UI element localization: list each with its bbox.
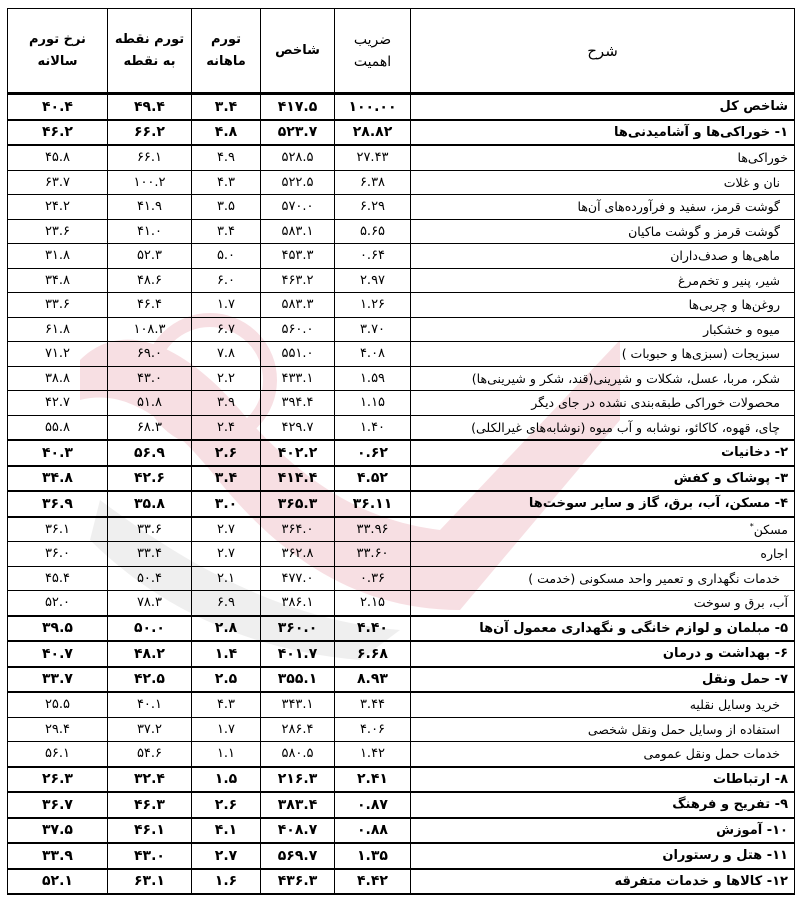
header-index: شاخص	[261, 9, 335, 94]
row-monthly: ۳.۴	[192, 94, 261, 120]
row-weight: ۳۶.۱۱	[335, 491, 411, 517]
row-point: ۴۲.۶	[108, 466, 192, 492]
row-index: ۵۲۲.۵	[261, 170, 335, 195]
row-point: ۶۶.۲	[108, 120, 192, 146]
row-label: سبزیجات (سبزی‌ها و حبوبات )	[621, 346, 780, 362]
row-weight: ۳.۴۴	[335, 692, 411, 717]
header-weight: ضریب اهمیت	[335, 9, 411, 94]
row-annual: ۳۶.۷	[8, 792, 108, 818]
table-row	[8, 120, 795, 146]
row-weight: ۳۳.۶۰	[335, 542, 411, 567]
row-description	[411, 542, 795, 567]
row-monthly: ۴.۸	[192, 120, 261, 146]
row-index: ۳۸۶.۱	[261, 591, 335, 616]
row-annual: ۴۰.۷	[8, 641, 108, 667]
row-point: ۴۰.۱	[108, 692, 192, 717]
row-point: ۳۵.۸	[108, 491, 192, 517]
row-description	[411, 293, 795, 318]
table-row	[8, 717, 795, 742]
row-weight: ۴.۵۲	[335, 466, 411, 492]
row-description	[411, 742, 795, 767]
row-description	[411, 717, 795, 742]
row-monthly: ۴.۳	[192, 170, 261, 195]
row-monthly: ۶.۰	[192, 268, 261, 293]
table-row	[8, 767, 795, 793]
row-description	[411, 616, 795, 642]
row-annual: ۳۸.۸	[8, 366, 108, 391]
row-annual: ۴۰.۴	[8, 94, 108, 120]
row-label: ۴- مسکن، آب، برق، گاز و سایر سوخت‌ها	[528, 496, 788, 512]
row-description	[411, 517, 795, 542]
row-annual: ۳۴.۸	[8, 268, 108, 293]
table-row	[8, 517, 795, 542]
row-point: ۴۳.۰	[108, 843, 192, 869]
row-label: خرید وسایل نقلیه	[689, 697, 780, 713]
row-monthly: ۳.۵	[192, 195, 261, 220]
row-monthly: ۳.۴	[192, 219, 261, 244]
row-label: خدمات حمل ونقل عمومی	[643, 746, 780, 762]
row-index: ۳۶۲.۸	[261, 542, 335, 567]
row-annual: ۴۵.۸	[8, 145, 108, 170]
row-index: ۵۸۳.۱	[261, 219, 335, 244]
row-index: ۳۹۴.۴	[261, 391, 335, 416]
row-point: ۱۰۰.۲	[108, 170, 192, 195]
row-point: ۵۰.۰	[108, 616, 192, 642]
row-label: ۵- مبلمان و لوازم خانگی و نگهداری معمول آن‌ها	[479, 620, 788, 636]
row-annual: ۳۱.۸	[8, 244, 108, 269]
row-monthly: ۱.۵	[192, 767, 261, 793]
row-label: ۹- تفریح و فرهنگ	[672, 797, 788, 813]
row-annual: ۲۶.۳	[8, 767, 108, 793]
row-point: ۴۸.۲	[108, 641, 192, 667]
header-annual: نرخ تورم سالانه	[8, 9, 108, 94]
row-annual: ۵۲.۰	[8, 591, 108, 616]
table-row	[8, 616, 795, 642]
row-label: گوشت قرمز، سفید و فرآورده‌های آن‌ها	[577, 199, 780, 215]
row-monthly: ۱.۴	[192, 641, 261, 667]
row-index: ۳۶۰.۰	[261, 616, 335, 642]
row-label: ۳- پوشاک و کفش	[673, 470, 788, 486]
row-weight: ۱.۴۲	[335, 742, 411, 767]
row-monthly: ۲.۷	[192, 517, 261, 542]
row-description	[411, 317, 795, 342]
row-label: میوه و خشکبار	[703, 321, 780, 337]
row-annual: ۴۲.۷	[8, 391, 108, 416]
row-description	[411, 767, 795, 793]
header-row	[8, 9, 795, 94]
row-index: ۴۰۱.۷	[261, 641, 335, 667]
row-annual: ۵۵.۸	[8, 415, 108, 440]
row-index: ۴۶۳.۲	[261, 268, 335, 293]
row-index: ۳۵۵.۱	[261, 667, 335, 693]
row-description	[411, 219, 795, 244]
row-description	[411, 94, 795, 120]
row-monthly: ۴.۱	[192, 818, 261, 844]
row-annual: ۳۷.۵	[8, 818, 108, 844]
row-label: ۱۰- آموزش	[716, 822, 788, 838]
row-index: ۲۸۶.۴	[261, 717, 335, 742]
row-weight: ۱۰۰.۰۰	[335, 94, 411, 120]
row-weight: ۱.۴۰	[335, 415, 411, 440]
row-index: ۴۳۶.۳	[261, 869, 335, 895]
row-description	[411, 120, 795, 146]
row-description	[411, 391, 795, 416]
row-index: ۴۰۲.۲	[261, 440, 335, 466]
row-weight: ۱.۱۵	[335, 391, 411, 416]
row-description	[411, 415, 795, 440]
row-annual: ۵۲.۱	[8, 869, 108, 895]
row-weight: ۳.۷۰	[335, 317, 411, 342]
row-monthly: ۳.۰	[192, 491, 261, 517]
row-label: ۱۲- کالاها و خدمات متفرقه	[614, 873, 788, 889]
row-index: ۵۵۱.۰	[261, 342, 335, 367]
header-description: شرح	[411, 9, 795, 94]
row-weight: ۶.۳۸	[335, 170, 411, 195]
row-label: ۲- دخانیات	[721, 445, 788, 461]
row-point: ۶۹.۰	[108, 342, 192, 367]
row-annual: ۳۳.۷	[8, 667, 108, 693]
row-point: ۴۹.۴	[108, 94, 192, 120]
row-annual: ۶۱.۸	[8, 317, 108, 342]
row-index: ۵۸۰.۵	[261, 742, 335, 767]
table-row	[8, 391, 795, 416]
row-description	[411, 366, 795, 391]
row-point: ۳۲.۴	[108, 767, 192, 793]
row-monthly: ۳.۹	[192, 391, 261, 416]
row-monthly: ۱.۷	[192, 293, 261, 318]
row-point: ۳۳.۴	[108, 542, 192, 567]
row-weight: ۱.۳۵	[335, 843, 411, 869]
row-weight: ۰.۸۷	[335, 792, 411, 818]
row-monthly: ۲.۱	[192, 566, 261, 591]
row-annual: ۳۶.۹	[8, 491, 108, 517]
row-index: ۴۱۷.۵	[261, 94, 335, 120]
row-point: ۴۶.۴	[108, 293, 192, 318]
row-annual: ۳۶.۰	[8, 542, 108, 567]
row-weight: ۴.۴۰	[335, 616, 411, 642]
row-annual: ۳۶.۱	[8, 517, 108, 542]
table-row	[8, 792, 795, 818]
row-index: ۲۱۶.۳	[261, 767, 335, 793]
row-monthly: ۲.۲	[192, 366, 261, 391]
row-monthly: ۱.۱	[192, 742, 261, 767]
row-weight: ۴.۴۲	[335, 869, 411, 895]
row-index: ۵۲۳.۷	[261, 120, 335, 146]
row-label: آب، برق و سوخت	[693, 595, 788, 611]
row-index: ۳۴۳.۱	[261, 692, 335, 717]
row-monthly: ۲.۷	[192, 843, 261, 869]
table-row	[8, 94, 795, 120]
row-point: ۶۶.۱	[108, 145, 192, 170]
table-row	[8, 415, 795, 440]
row-point: ۴۳.۰	[108, 366, 192, 391]
row-weight: ۱.۲۶	[335, 293, 411, 318]
row-label: ماهی‌ها و صدف‌داران	[670, 248, 780, 264]
row-point: ۱۰۸.۳	[108, 317, 192, 342]
row-description	[411, 843, 795, 869]
row-point: ۳۳.۶	[108, 517, 192, 542]
row-index: ۵۲۸.۵	[261, 145, 335, 170]
row-description	[411, 692, 795, 717]
table-row	[8, 869, 795, 895]
table-body	[8, 94, 795, 895]
row-point: ۶۳.۱	[108, 869, 192, 895]
row-index: ۵۷۰.۰	[261, 195, 335, 220]
table-row	[8, 268, 795, 293]
row-index: ۵۶۰.۰	[261, 317, 335, 342]
table-row	[8, 244, 795, 269]
row-annual: ۷۱.۲	[8, 342, 108, 367]
row-monthly: ۴.۹	[192, 145, 261, 170]
row-description	[411, 466, 795, 492]
row-monthly: ۷.۸	[192, 342, 261, 367]
row-description	[411, 792, 795, 818]
row-point: ۴۱.۰	[108, 219, 192, 244]
row-index: ۴۱۴.۴	[261, 466, 335, 492]
row-point: ۴۶.۳	[108, 792, 192, 818]
table-row	[8, 843, 795, 869]
row-monthly: ۱.۶	[192, 869, 261, 895]
row-index: ۴۳۳.۱	[261, 366, 335, 391]
row-annual: ۲۵.۵	[8, 692, 108, 717]
table-row	[8, 466, 795, 492]
header-monthly: تورم ماهانه	[192, 9, 261, 94]
table-row	[8, 667, 795, 693]
row-index: ۵۶۹.۷	[261, 843, 335, 869]
row-point: ۵۶.۹	[108, 440, 192, 466]
table-row	[8, 145, 795, 170]
row-weight: ۲۸.۸۲	[335, 120, 411, 146]
row-description	[411, 268, 795, 293]
row-annual: ۶۳.۷	[8, 170, 108, 195]
row-label: روغن‌ها و چربی‌ها	[688, 297, 780, 313]
row-description	[411, 566, 795, 591]
row-annual: ۲۴.۲	[8, 195, 108, 220]
row-index: ۳۸۳.۴	[261, 792, 335, 818]
row-annual: ۲۳.۶	[8, 219, 108, 244]
row-description	[411, 591, 795, 616]
table-row	[8, 591, 795, 616]
table-row	[8, 818, 795, 844]
row-monthly: ۲.۶	[192, 440, 261, 466]
header-point: تورم نقطه به نقطه	[108, 9, 192, 94]
row-label: ۷- حمل ونقل	[702, 671, 788, 687]
table-row	[8, 641, 795, 667]
row-point: ۴۱.۹	[108, 195, 192, 220]
row-description	[411, 170, 795, 195]
row-description	[411, 195, 795, 220]
table-row	[8, 293, 795, 318]
row-index: ۴۰۸.۷	[261, 818, 335, 844]
row-monthly: ۲.۸	[192, 616, 261, 642]
row-index: ۴۷۷.۰	[261, 566, 335, 591]
row-point: ۵۲.۳	[108, 244, 192, 269]
row-annual: ۵۶.۱	[8, 742, 108, 767]
row-label: شاخص کل	[719, 99, 788, 115]
table-row	[8, 342, 795, 367]
row-annual: ۳۹.۵	[8, 616, 108, 642]
row-description	[411, 667, 795, 693]
row-description	[411, 818, 795, 844]
row-weight: ۰.۸۸	[335, 818, 411, 844]
row-point: ۵۴.۶	[108, 742, 192, 767]
footnote-mark: *	[749, 521, 754, 531]
row-weight: ۳۳.۹۶	[335, 517, 411, 542]
table-row	[8, 170, 795, 195]
row-label: ۶- بهداشت و درمان	[662, 646, 788, 662]
row-label: ۸- ارتباطات	[712, 771, 788, 787]
row-label: خوراکی‌ها	[737, 150, 788, 166]
row-point: ۵۱.۸	[108, 391, 192, 416]
row-weight: ۵.۶۵	[335, 219, 411, 244]
row-label: ۱- خوراکی‌ها و آشامیدنی‌ها	[614, 124, 788, 140]
table-row	[8, 195, 795, 220]
row-point: ۴۸.۶	[108, 268, 192, 293]
row-monthly: ۱.۷	[192, 717, 261, 742]
row-annual: ۳۳.۹	[8, 843, 108, 869]
row-annual: ۴۶.۲	[8, 120, 108, 146]
row-label: استفاده از وسایل حمل ونقل شخصی	[587, 721, 780, 737]
row-annual: ۲۹.۴	[8, 717, 108, 742]
row-monthly: ۳.۴	[192, 466, 261, 492]
row-point: ۴۶.۱	[108, 818, 192, 844]
row-monthly: ۵.۰	[192, 244, 261, 269]
table-row	[8, 219, 795, 244]
row-description	[411, 641, 795, 667]
row-label: محصولات خوراکی طبقه‌بندی نشده در جای دیگر	[531, 395, 780, 411]
row-label: اجاره	[760, 546, 788, 562]
row-annual: ۴۰.۳	[8, 440, 108, 466]
row-description	[411, 440, 795, 466]
row-index: ۴۵۳.۳	[261, 244, 335, 269]
row-weight: ۴.۰۸	[335, 342, 411, 367]
row-weight: ۲.۹۷	[335, 268, 411, 293]
table-row	[8, 742, 795, 767]
row-weight: ۰.۶۴	[335, 244, 411, 269]
row-point: ۵۰.۴	[108, 566, 192, 591]
row-description	[411, 869, 795, 895]
row-label: نان و غلات	[723, 174, 780, 190]
row-index: ۳۶۵.۳	[261, 491, 335, 517]
table-row	[8, 542, 795, 567]
row-weight: ۸.۹۳	[335, 667, 411, 693]
row-description	[411, 244, 795, 269]
inflation-table	[7, 8, 795, 895]
row-monthly: ۲.۵	[192, 667, 261, 693]
row-point: ۶۸.۳	[108, 415, 192, 440]
row-label: خدمات نگهداری و تعمیر واحد مسکونی (خدمت )	[528, 570, 780, 586]
row-weight: ۰.۶۲	[335, 440, 411, 466]
row-annual: ۴۵.۴	[8, 566, 108, 591]
row-index: ۳۶۴.۰	[261, 517, 335, 542]
row-point: ۷۸.۳	[108, 591, 192, 616]
row-monthly: ۲.۴	[192, 415, 261, 440]
row-index: ۵۸۳.۳	[261, 293, 335, 318]
table-row	[8, 692, 795, 717]
row-monthly: ۶.۷	[192, 317, 261, 342]
row-description	[411, 145, 795, 170]
table-row	[8, 440, 795, 466]
row-label: چای، قهوه، کاکائو، نوشابه و آب میوه (نوشابه‌های غیرالکلی)	[471, 419, 780, 435]
row-weight: ۲.۱۵	[335, 591, 411, 616]
row-point: ۴۲.۵	[108, 667, 192, 693]
table-row	[8, 491, 795, 517]
row-weight: ۲۷.۴۳	[335, 145, 411, 170]
row-monthly: ۶.۹	[192, 591, 261, 616]
row-monthly: ۲.۷	[192, 542, 261, 567]
row-point: ۳۷.۲	[108, 717, 192, 742]
row-label: گوشت قرمز و گوشت ماکیان	[628, 223, 780, 239]
row-monthly: ۲.۶	[192, 792, 261, 818]
row-weight: ۶.۲۹	[335, 195, 411, 220]
row-annual: ۳۴.۸	[8, 466, 108, 492]
table-row	[8, 566, 795, 591]
row-index: ۴۲۹.۷	[261, 415, 335, 440]
row-label: شکر، مربا، عسل، شکلات و شیرینی(قند، شکر و شیرینی‌ها)	[471, 370, 780, 386]
row-monthly: ۴.۳	[192, 692, 261, 717]
row-weight: ۰.۳۶	[335, 566, 411, 591]
row-label: ۱۱- هتل و رستوران	[662, 848, 788, 864]
row-weight: ۴.۰۶	[335, 717, 411, 742]
row-weight: ۲.۴۱	[335, 767, 411, 793]
table-row	[8, 317, 795, 342]
row-description	[411, 491, 795, 517]
row-annual: ۳۳.۶	[8, 293, 108, 318]
row-weight: ۶.۶۸	[335, 641, 411, 667]
row-weight: ۱.۵۹	[335, 366, 411, 391]
row-label: شیر، پنیر و تخم‌مرغ	[678, 272, 780, 288]
row-label: مسکن	[753, 521, 788, 537]
table-row	[8, 366, 795, 391]
row-description	[411, 342, 795, 367]
